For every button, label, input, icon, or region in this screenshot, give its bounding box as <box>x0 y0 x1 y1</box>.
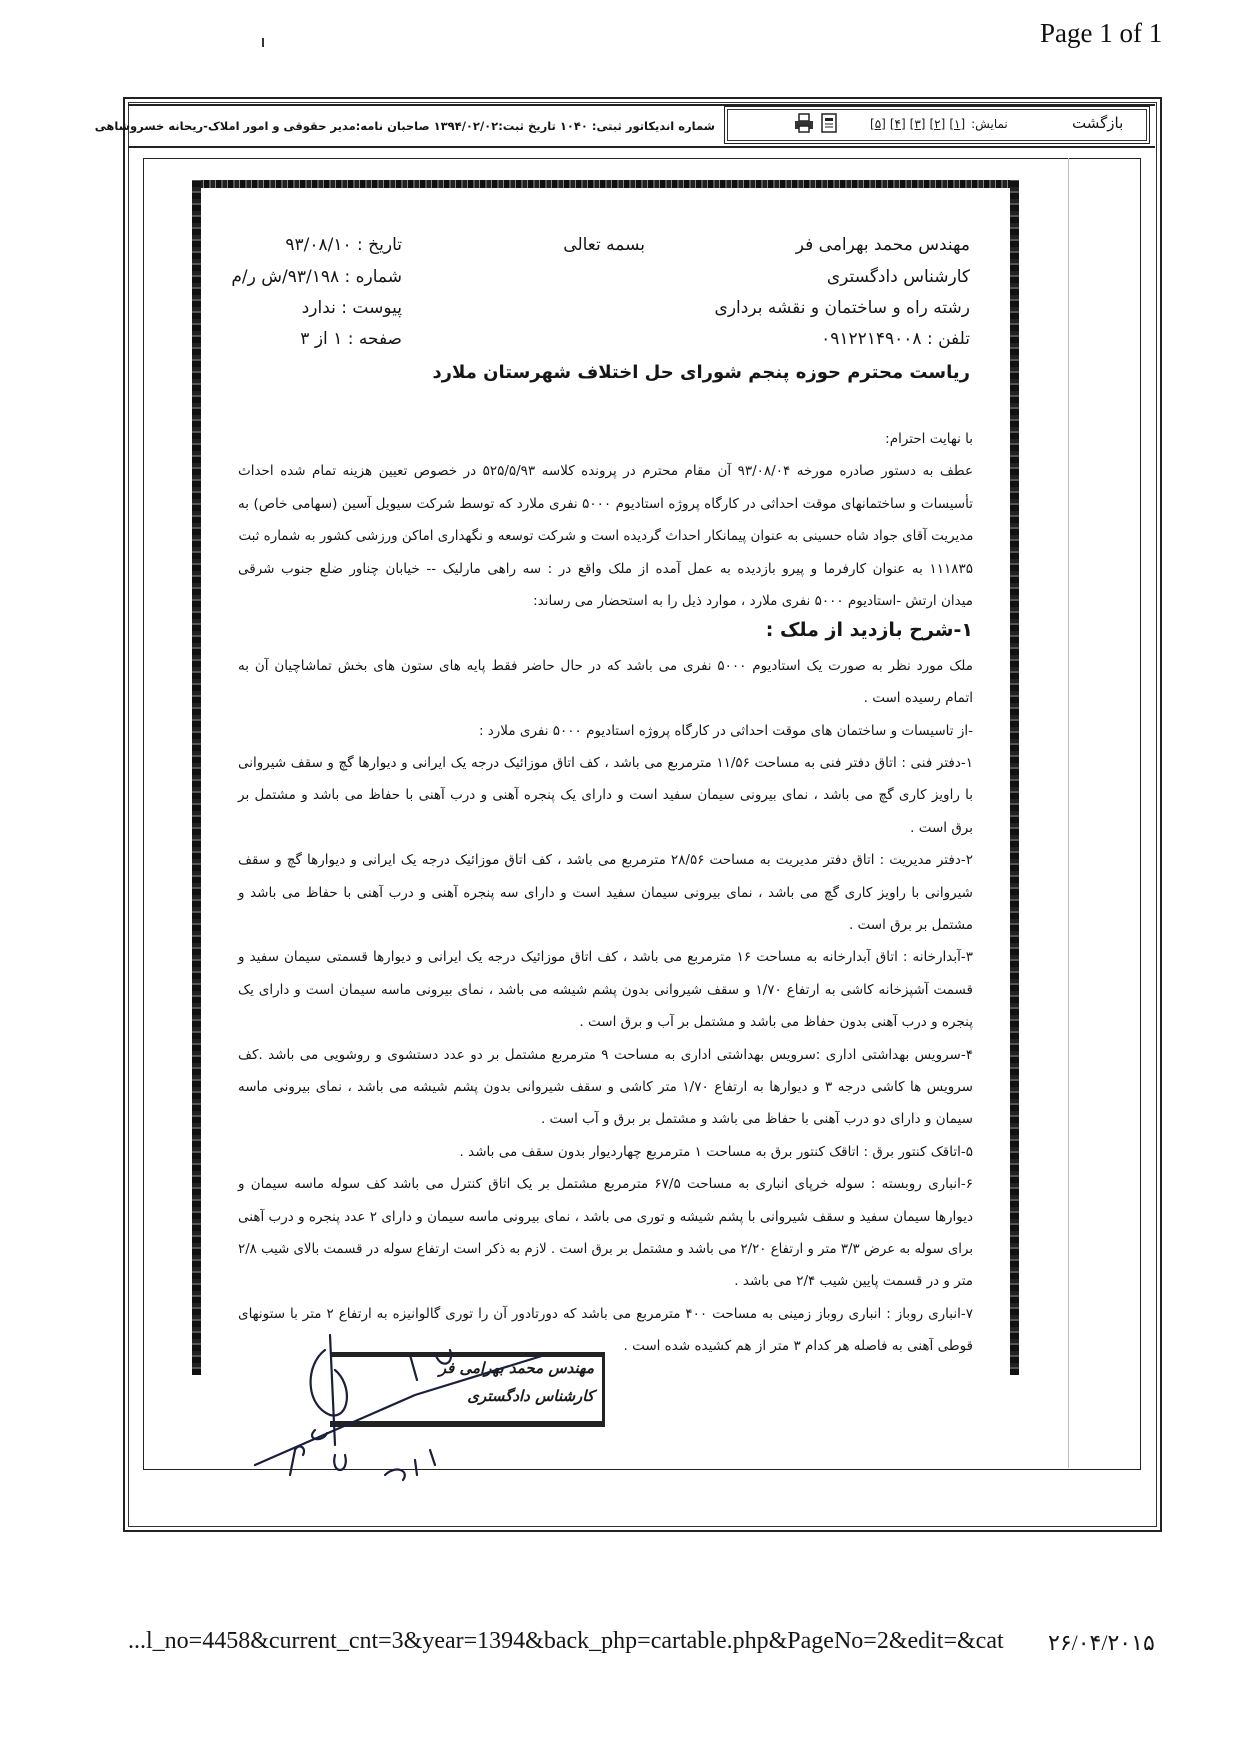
body-line-text: میدان ارتش -استادیوم ۵۰۰۰ نفری ملارد ، موارد ذیل را به استحضار می رساند: <box>533 593 973 609</box>
body-line-text: -از تاسیسات و ساختمان های موقت احداثی در کارگاه پروژه استادیوم ۵۰۰۰ نفری ملارد : <box>478 722 973 739</box>
body-line-text: ۳-آبدارخانه : اتاق آبدارخانه به مساحت ۱۶ مترمربع می باشد ، کف اتاق موزائیک درجه یک ایرانی و دیوارها قسمتی سیمان سفید و <box>238 949 973 966</box>
body-line-text: مشتمل بر برق است . <box>848 917 973 933</box>
body-line <box>238 426 973 452</box>
body-line <box>238 880 973 906</box>
body-line-text: عطف به دستور صادره مورخه ۹۳/۰۸/۰۴ آن مقام محترم در پرونده کلاسه ۵۲۵/۵/۹۳ در خصوص تعیین هزینه تمام شده احداث <box>238 463 973 480</box>
body-line <box>238 977 973 1003</box>
record-info: شماره اندیکاتور ثبتی: ۱۰۴۰ تاریخ ثبت:۱۳۹۴/۰۲/۰۲ صاحبان نامه:مدیر حقوقی و امور املاک-ریحانه خسروشاهی <box>94 119 715 133</box>
letterhead-border-right <box>1010 180 1019 1375</box>
stamp-name: مهندس محمد بهرامی فر <box>438 1359 594 1377</box>
body-line-text: متر و در قسمت پایین شیب ۲/۴ می باشد . <box>734 1273 973 1290</box>
body-line-text: با راویز کاری گچ می باشد ، نمای بیرونی سیمان سفید است و دارای یک پنجره آهنی و درب آهنی با حفاظ می باشد و مشتمل بر <box>238 787 973 804</box>
body-line-text: قسمت آشپزخانه کاشی به ارتفاع ۱/۷۰ و سقف شیروانی بدون پشم شیشه می باشد ، نمای بیرونی ماسه سیمان است و دارای یک <box>238 981 973 998</box>
body-line-text: ملک مورد نظر به صورت یک استادیوم ۵۰۰۰ نفری می باشد که در حال حاضر فقط پایه های ستون های بخش تماشاچیان آن به <box>238 657 973 674</box>
body-line-text: ۷-انباری روباز : انباری روباز زمینی به مساحت ۴۰۰ مترمربع می باشد که دورتادور آن را توری گالوانیزه به ارتفاع ۲ متر با ستونهای <box>238 1305 973 1322</box>
body-line-text: برق است . <box>910 819 973 836</box>
page-link-5[interactable]: [۵] <box>870 117 886 131</box>
body-line <box>238 458 973 484</box>
print-date: ۲۶/۰۴/۲۰۱۵ <box>1048 1630 1155 1655</box>
page-link-4[interactable]: [۴] <box>889 117 906 131</box>
body-line <box>238 750 973 776</box>
print-url: ...l_no=4458&current_cnt=3&year=1394&back_php=cartable.php&PageNo=2&edit=&cat <box>128 1628 1004 1654</box>
body-line-text: سیمان و دارای دو درب آهنی با حفاظ می باشد و مشتمل بر برق و آب است . <box>540 1111 973 1128</box>
recipient: ریاست محترم حوزه پنجم شورای حل اختلاف شهرستان ملارد <box>432 362 970 383</box>
body-line-text: سرویس ها کاشی درجه ۳ و دیوارها به ارتفاع ۱/۷۰ متر کاشی و سقف شیروانی بدون پشم شیشه می باشد ، نمای بیرونی ماسه <box>238 1079 973 1095</box>
body-line <box>238 1042 973 1068</box>
back-button[interactable]: بازگشت <box>1072 114 1124 132</box>
scan-edge-line <box>1068 158 1069 1468</box>
letter-attachment: پیوست : ندارد <box>301 298 402 318</box>
body-line <box>238 1301 973 1327</box>
print-icon[interactable] <box>794 113 812 133</box>
letter-date: تاریخ : ۹۳/۰۸/۱۰ <box>285 235 402 255</box>
body-line <box>238 912 973 938</box>
body-line <box>238 556 973 582</box>
letter-number: شماره : ۹۳/۱۹۸/ش ر/م <box>231 267 402 287</box>
body-line-text: با نهایت احترام: <box>885 431 973 447</box>
body-line <box>238 1268 973 1294</box>
body-line <box>238 523 973 549</box>
body-line <box>238 1236 973 1262</box>
body-line-text: شیروانی با راویز کاری گچ می باشد ، نمای بیرونی سیمان سفید است و دارای سه پنجره آهنی و درب آهنی با حفاظ می باشد و <box>238 884 973 901</box>
body-line <box>238 1204 973 1230</box>
body-line <box>238 1171 973 1197</box>
body-line-text: ۱-شرح بازدید از ملک : <box>765 619 973 642</box>
body-line-text: دیوارها سیمان سفید و سقف شیروانی با پشم شیشه و توری می باشد ، نمای بیرونی ماسه سیمان و دارای ۲ عدد پنجره و درب آهنی <box>238 1208 973 1225</box>
body-line-text: ۵-اتاقک کنتور برق : اتاقک کنتور برق به مساحت ۱ مترمربع چهاردیوار بدون سقف می باشد . <box>459 1143 973 1160</box>
body-line-text: تأسیسات و ساختمانهای موقت احداثی در کارگاه پروژه استادیوم ۵۰۰۰ نفری ملارد که توسط شرکت سیویل آسین (سهامی خاص) به <box>238 495 973 512</box>
view-label: نمایش: <box>971 117 1008 131</box>
stamp-title: کارشناس دادگستری <box>467 1387 594 1405</box>
body-line-text: مدیریت آقای جواد شاه حسینی به عنوان پیمانکار احداث گردیده است و شرکت توسعه و نگهداری اماکن ورزشی کشور به شماره ثبت <box>238 528 973 545</box>
sender-phone: تلفن : ۰۹۱۲۲۱۴۹۰۰۸ <box>821 329 970 349</box>
body-line <box>238 653 973 679</box>
body-line <box>238 847 973 873</box>
body-line-text: ۴-سرویس بهداشتی اداری :سرویس بهداشتی اداری به مساحت ۹ مترمربع مشتمل بر دو عدد دستشوی و روشویی می باشد .کف <box>238 1046 973 1063</box>
page-indicator: Page 1 of 1 <box>1040 18 1163 48</box>
scan-speck <box>262 38 264 47</box>
body-line <box>238 718 973 744</box>
document-icon[interactable] <box>820 113 838 133</box>
body-line-text: قوطی آهنی به فاصله هر کدام ۳ متر از هم کشیده شده است . <box>623 1338 973 1355</box>
page-link-2[interactable]: [۲] <box>929 117 946 131</box>
invocation: بسمه تعالی <box>563 235 645 255</box>
sender-name: مهندس محمد بهرامی فر <box>795 235 970 255</box>
section-heading <box>238 617 973 643</box>
body-line <box>238 1009 973 1035</box>
body-line-text: ۶-انباری روبسته : سوله خرپای انباری به مساحت ۶۷/۵ مترمربع مشتمل بر یک اتاق کنترل می باشد کف سوله ماسه سیمان و <box>238 1176 973 1193</box>
page-link-3[interactable]: [۳] <box>909 117 926 131</box>
body-line-text: ۲-دفتر مدیریت : اتاق دفتر مدیریت به مساحت ۲۸/۵۶ مترمربع می باشد ، کف اتاق موزائیک درجه یک ایرانی و دیوارها گچ و سقف <box>238 852 973 869</box>
page-view-nav <box>868 117 1008 131</box>
page-link-1[interactable]: [۱] <box>949 117 966 131</box>
body-line <box>238 1074 973 1100</box>
body-line-text: ۱-دفتر فنی : اتاق دفتر فنی به مساحت ۱۱/۵۶ مترمربع می باشد ، کف اتاق موزائیک درجه یک ایرانی و دیوارها گچ و سقف شیروانی <box>238 755 973 771</box>
body-line <box>238 1139 973 1165</box>
body-line <box>238 1106 973 1132</box>
sender-field: رشته راه و ساختمان و نقشه برداری <box>714 298 970 318</box>
letterhead-border-left <box>192 180 201 1375</box>
body-line <box>238 782 973 808</box>
letterhead-border-top <box>192 180 1014 188</box>
body-line-text: برای سوله به عرض ۳/۳ متر و ارتفاع ۲/۲۰ می باشد و مشتمل بر برق است . لازم به ذکر است ارتفاع سوله در قسمت بالای شیب ۲/۸ <box>238 1241 973 1257</box>
body-line-text: پنجره و درب آهنی بدون حفاظ می باشد و مشتمل بر آب و برق است . <box>579 1014 973 1031</box>
body-line <box>238 491 973 517</box>
body-line <box>238 588 973 614</box>
body-line <box>238 685 973 711</box>
body-line <box>238 944 973 970</box>
handwritten-signature <box>235 1325 555 1495</box>
sender-title: کارشناس دادگستری <box>826 267 970 287</box>
body-line-text: اتمام رسیده است . <box>863 690 973 707</box>
body-line-text: ۱۱۱۸۳۵ به عنوان کارفرما و پیرو بازدیده به عمل آمده از ملک واقع در : سه راهی مارلیک -- خیابان چناور ضلع جنوب شرقی <box>238 560 973 577</box>
body-line <box>238 815 973 841</box>
letter-page: صفحه : ۱ از ۳ <box>300 329 402 349</box>
record-bar-bottom-rule <box>128 146 1155 148</box>
